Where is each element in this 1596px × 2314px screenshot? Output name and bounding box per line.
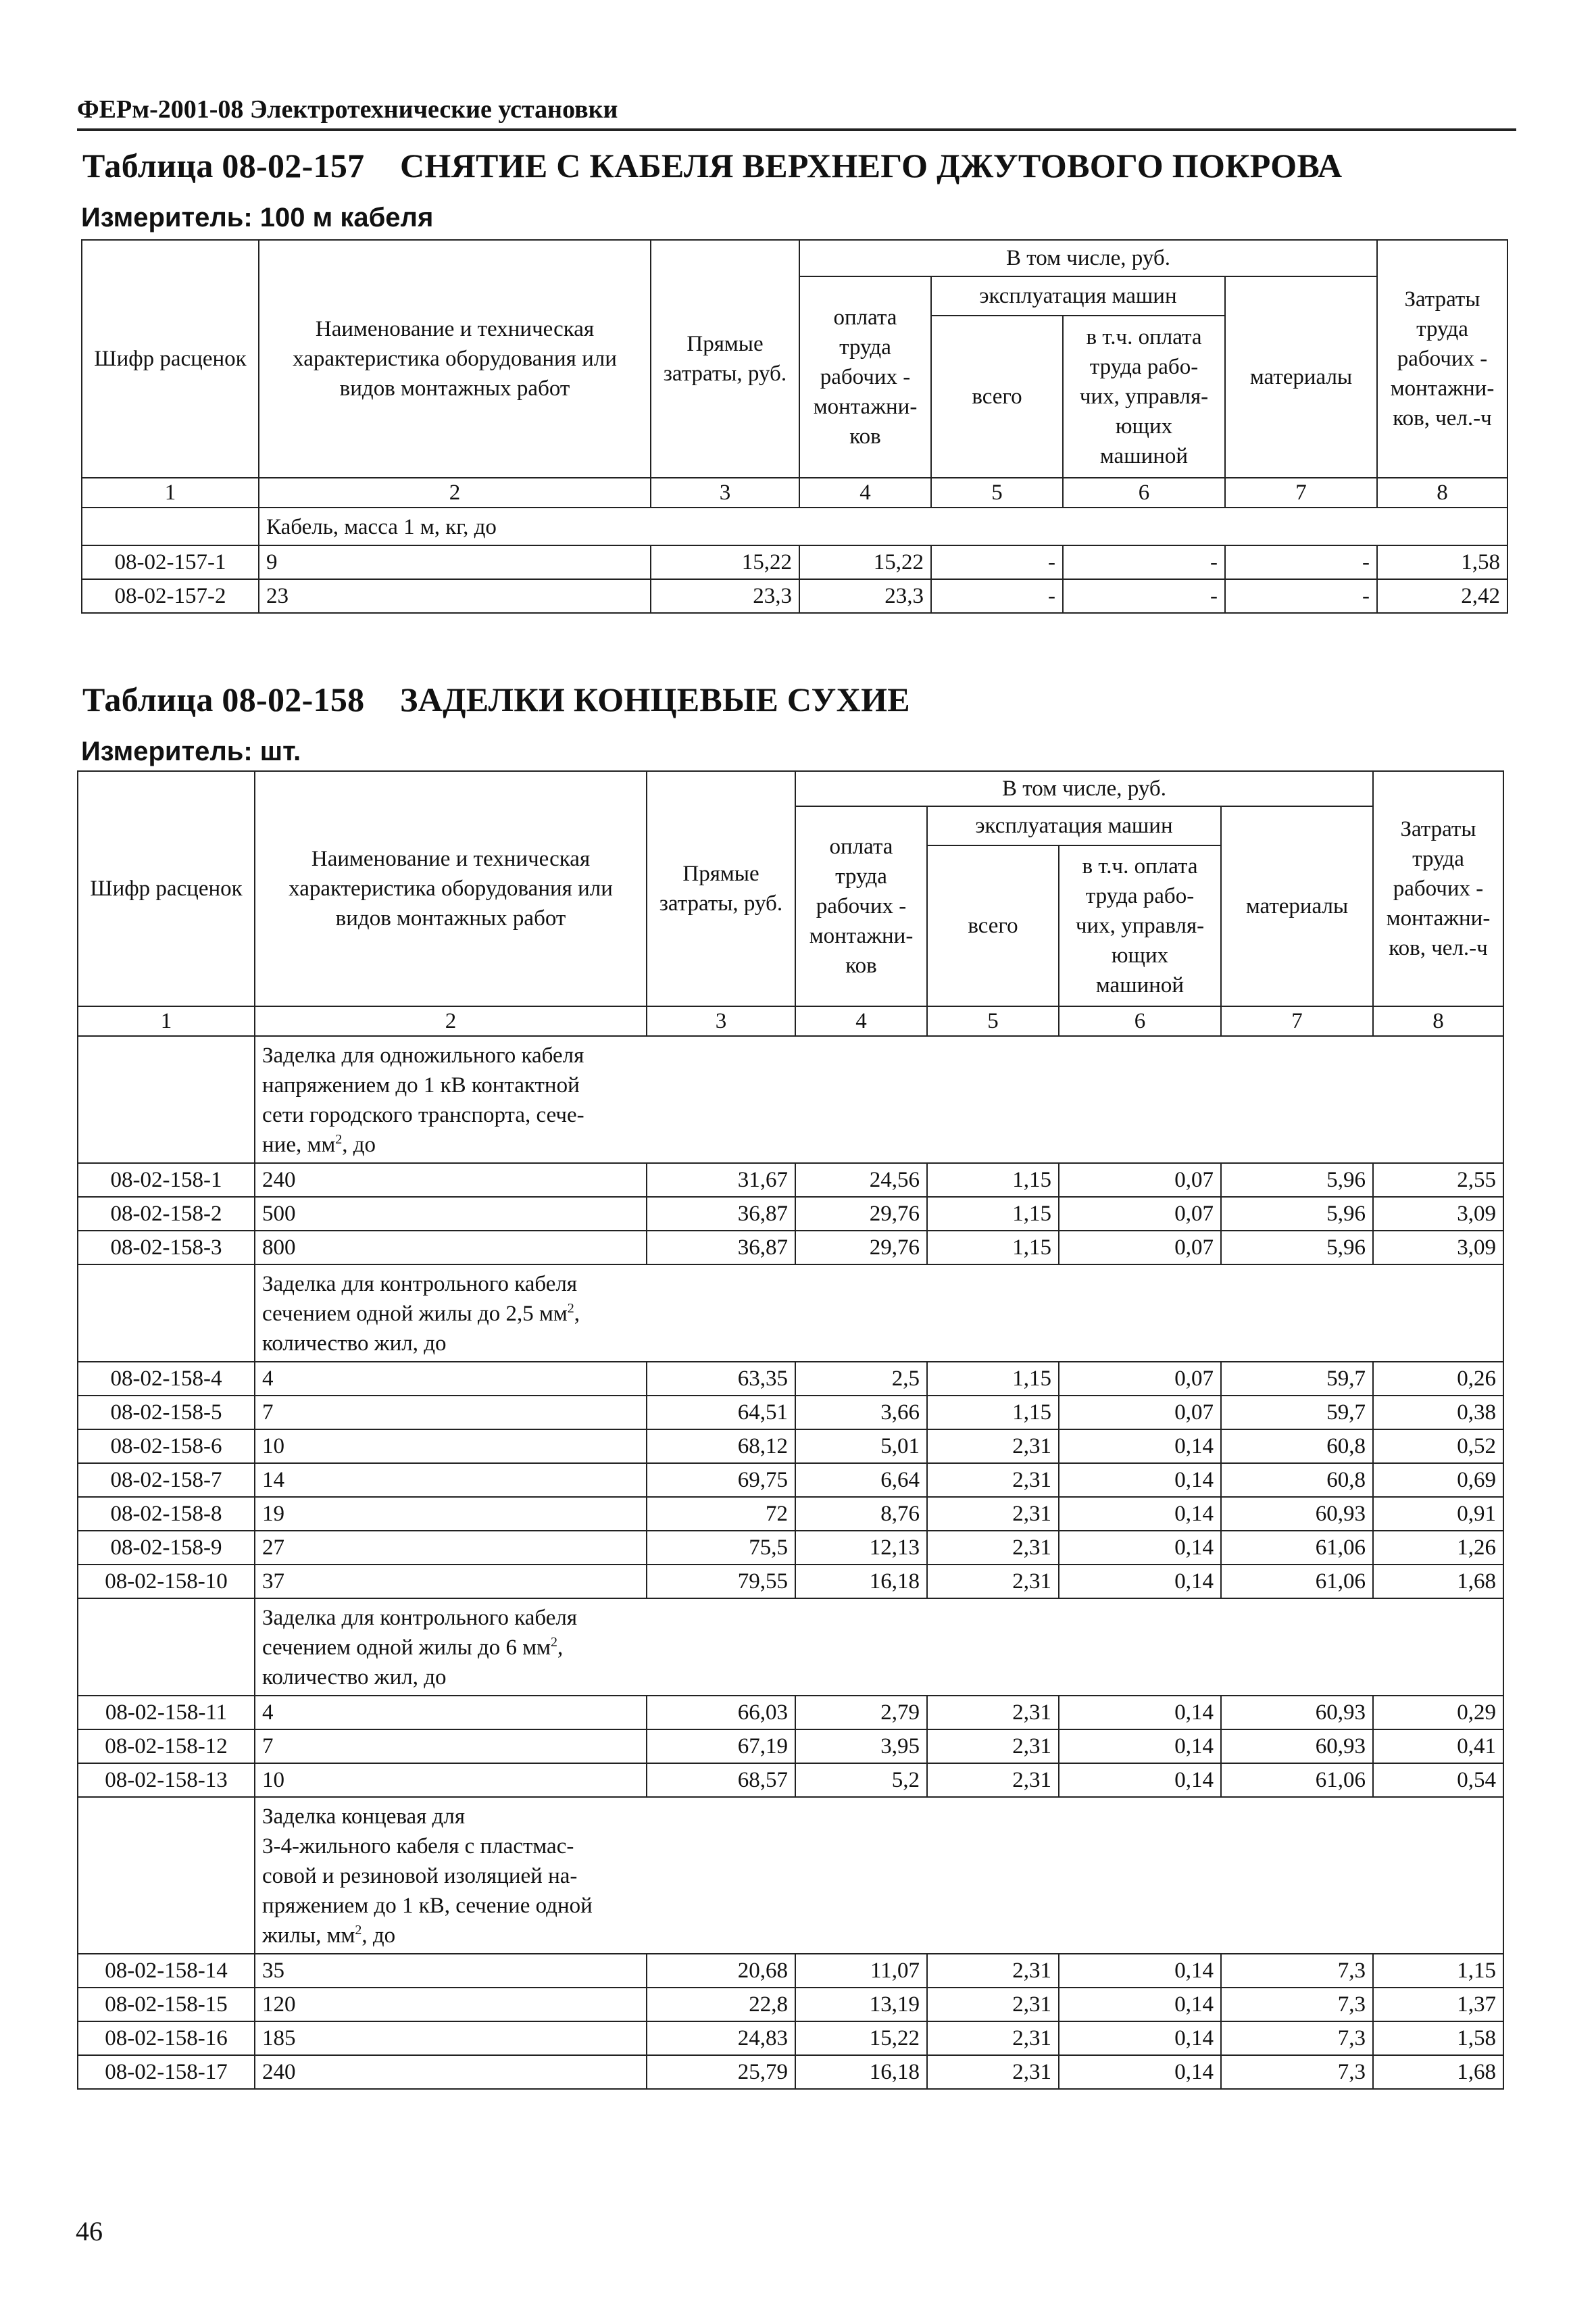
table-row [78, 1396, 1503, 1429]
row-name: 19 [255, 1497, 647, 1531]
page-header: ФЕРм-2001-08 Электротехнические установки [77, 95, 1516, 131]
row-machines-total: - [931, 579, 1063, 613]
table-157-title: СНЯТИЕ С КАБЕЛЯ ВЕРХНЕГО ДЖУТОВОГО ПОКРОВА [400, 147, 1343, 184]
group-row [78, 1797, 1503, 1954]
row-direct: 63,35 [647, 1362, 795, 1396]
colnum-1: 1 [78, 1006, 255, 1036]
row-name: 240 [255, 2055, 647, 2089]
header-machines: эксплуатация машин [931, 276, 1225, 316]
colnum-7: 7 [1221, 1006, 1373, 1036]
row-name: 7 [255, 1396, 647, 1429]
row-wages: 5,01 [795, 1429, 927, 1463]
group-row [78, 1264, 1503, 1362]
row-name: 240 [255, 1163, 647, 1197]
row-machines-total: 2,31 [927, 1988, 1059, 2021]
row-machines-wages: 0,14 [1059, 1696, 1221, 1729]
row-materials: 7,3 [1221, 2021, 1373, 2055]
row-labor: 0,41 [1373, 1729, 1503, 1763]
row-machines-total: 2,31 [927, 1763, 1059, 1797]
row-materials: 7,3 [1221, 2055, 1373, 2089]
header-wages: оплата труда рабочих - монтажни- ков [795, 806, 927, 1006]
row-code: 08-02-158-3 [78, 1231, 255, 1264]
row-labor: 3,09 [1373, 1197, 1503, 1231]
header-labor: Затраты труда рабочих - монтажни- ков, чел.-ч [1377, 240, 1507, 478]
table-row [78, 1729, 1503, 1763]
row-wages: 2,79 [795, 1696, 927, 1729]
table-row [78, 2021, 1503, 2055]
colnum-3: 3 [651, 478, 799, 508]
column-numbers-row [78, 1006, 1503, 1036]
row-machines-total: 1,15 [927, 1396, 1059, 1429]
colnum-6: 6 [1063, 478, 1225, 508]
row-code: 08-02-158-2 [78, 1197, 255, 1231]
table-158-measure: Измеритель: шт. [81, 737, 301, 766]
row-machines-wages: 0,14 [1059, 1463, 1221, 1497]
row-machines-total: 2,31 [927, 1696, 1059, 1729]
row-materials: 5,96 [1221, 1163, 1373, 1197]
row-name: 500 [255, 1197, 647, 1231]
row-materials: 59,7 [1221, 1362, 1373, 1396]
row-name: 27 [255, 1531, 647, 1565]
row-code: 08-02-158-7 [78, 1463, 255, 1497]
row-code: 08-02-158-4 [78, 1362, 255, 1396]
row-wages: 15,22 [799, 545, 931, 579]
table-158-heading [82, 680, 910, 719]
row-code: 08-02-158-5 [78, 1396, 255, 1429]
row-direct: 69,75 [647, 1463, 795, 1497]
row-wages: 23,3 [799, 579, 931, 613]
row-wages: 3,66 [795, 1396, 927, 1429]
row-labor: 1,15 [1373, 1954, 1503, 1988]
header-machines-total: всего [927, 845, 1059, 1006]
row-materials: 7,3 [1221, 1988, 1373, 2021]
row-labor: 0,26 [1373, 1362, 1503, 1396]
table-158-number: Таблица 08-02-158 [82, 681, 365, 718]
row-code: 08-02-158-16 [78, 2021, 255, 2055]
row-direct: 75,5 [647, 1531, 795, 1565]
table-158 [77, 770, 1504, 2090]
page-number: 46 [76, 2216, 103, 2246]
row-wages: 11,07 [795, 1954, 927, 1988]
colnum-7: 7 [1225, 478, 1377, 508]
colnum-5: 5 [931, 478, 1063, 508]
group-row [78, 1036, 1503, 1163]
row-name: 14 [255, 1463, 647, 1497]
table-row [78, 1763, 1503, 1797]
table-row [78, 1531, 1503, 1565]
row-materials: 5,96 [1221, 1231, 1373, 1264]
row-direct: 23,3 [651, 579, 799, 613]
header-direct: Прямые затраты, руб. [651, 240, 799, 478]
table-row [78, 1429, 1503, 1463]
table-row [78, 1362, 1503, 1396]
row-direct: 36,87 [647, 1231, 795, 1264]
colnum-1: 1 [82, 478, 259, 508]
row-machines-wages: 0,14 [1059, 1565, 1221, 1598]
row-machines-total: 1,15 [927, 1197, 1059, 1231]
table-row [82, 579, 1507, 613]
row-wages: 12,13 [795, 1531, 927, 1565]
row-wages: 29,76 [795, 1231, 927, 1264]
row-direct: 72 [647, 1497, 795, 1531]
row-labor: 1,37 [1373, 1988, 1503, 2021]
row-machines-total: 1,15 [927, 1362, 1059, 1396]
row-machines-total: 2,31 [927, 1429, 1059, 1463]
row-materials: - [1225, 545, 1377, 579]
row-labor: 1,68 [1373, 2055, 1503, 2089]
row-machines-total: 2,31 [927, 2055, 1059, 2089]
colnum-2: 2 [259, 478, 651, 508]
row-name: 185 [255, 2021, 647, 2055]
row-machines-wages: 0,14 [1059, 1531, 1221, 1565]
row-direct: 79,55 [647, 1565, 795, 1598]
row-wages: 5,2 [795, 1763, 927, 1797]
group-name: Заделка для контрольного кабеля сечением одной жилы до 6 $мм^2$, количество жил, до [255, 1598, 1503, 1696]
row-direct: 15,22 [651, 545, 799, 579]
group-name: Заделка концевая для 3-4-жильного кабеля с пластмас- совой и резиновой изоляцией на- пряжением до 1 кВ, сечение одной жилы, $мм^2$, до [255, 1797, 1503, 1954]
header-machines-total: всего [931, 316, 1063, 478]
row-machines-wages: 0,14 [1059, 1729, 1221, 1763]
row-labor: 0,52 [1373, 1429, 1503, 1463]
row-direct: 22,8 [647, 1988, 795, 2021]
row-direct: 67,19 [647, 1729, 795, 1763]
row-machines-wages: - [1063, 545, 1225, 579]
row-direct: 25,79 [647, 2055, 795, 2089]
row-machines-wages: 0,07 [1059, 1197, 1221, 1231]
group-name: Заделка для контрольного кабеля сечением одной жилы до 2,5 $мм^2$, количество жил, до [255, 1264, 1503, 1362]
row-machines-wages: 0,14 [1059, 1429, 1221, 1463]
row-machines-total: 2,31 [927, 2021, 1059, 2055]
row-direct: 24,83 [647, 2021, 795, 2055]
row-direct: 31,67 [647, 1163, 795, 1197]
header-direct: Прямые затраты, руб. [647, 771, 795, 1006]
row-direct: 20,68 [647, 1954, 795, 1988]
row-materials: 60,8 [1221, 1463, 1373, 1497]
row-labor: 0,38 [1373, 1396, 1503, 1429]
header-machines-wages: в т.ч. оплата труда рабо- чих, управля- ющих машиной [1059, 845, 1221, 1006]
table-row [78, 1954, 1503, 1988]
row-machines-total: 1,15 [927, 1231, 1059, 1264]
header-labor: Затраты труда рабочих - монтажни- ков, чел.-ч [1373, 771, 1503, 1006]
row-code: 08-02-158-8 [78, 1497, 255, 1531]
row-labor: 1,58 [1373, 2021, 1503, 2055]
row-machines-wages: 0,07 [1059, 1163, 1221, 1197]
row-code: 08-02-158-17 [78, 2055, 255, 2089]
colnum-3: 3 [647, 1006, 795, 1036]
row-wages: 16,18 [795, 2055, 927, 2089]
table-157-number: Таблица 08-02-157 [82, 147, 365, 184]
row-wages: 8,76 [795, 1497, 927, 1531]
row-labor: 0,69 [1373, 1463, 1503, 1497]
row-name: 35 [255, 1954, 647, 1988]
colnum-6: 6 [1059, 1006, 1221, 1036]
row-code: 08-02-158-10 [78, 1565, 255, 1598]
colnum-4: 4 [795, 1006, 927, 1036]
row-name: 9 [259, 545, 651, 579]
group-row [82, 508, 1507, 545]
row-labor: 1,58 [1377, 545, 1507, 579]
row-labor: 3,09 [1373, 1231, 1503, 1264]
row-machines-total: 2,31 [927, 1497, 1059, 1531]
table-row [78, 1497, 1503, 1531]
row-materials: 59,7 [1221, 1396, 1373, 1429]
row-machines-total: 2,31 [927, 1729, 1059, 1763]
row-labor: 1,68 [1373, 1565, 1503, 1598]
row-labor: 0,54 [1373, 1763, 1503, 1797]
row-direct: 66,03 [647, 1696, 795, 1729]
row-labor: 1,26 [1373, 1531, 1503, 1565]
header-wages: оплата труда рабочих - монтажни- ков [799, 276, 931, 478]
row-name: 4 [255, 1362, 647, 1396]
row-name: 10 [255, 1763, 647, 1797]
column-numbers-row [82, 478, 1507, 508]
row-labor: 0,29 [1373, 1696, 1503, 1729]
row-name: 23 [259, 579, 651, 613]
row-code: 08-02-158-1 [78, 1163, 255, 1197]
table-row [78, 1565, 1503, 1598]
row-code: 08-02-158-14 [78, 1954, 255, 1988]
table-157-measure: Измеритель: 100 м кабеля [81, 203, 434, 232]
header-name: Наименование и техническая характеристика оборудования или видов монтажных работ [259, 240, 651, 478]
row-machines-wages: 0,07 [1059, 1396, 1221, 1429]
row-machines-total: 1,15 [927, 1163, 1059, 1197]
group-row [78, 1598, 1503, 1696]
row-materials: 5,96 [1221, 1197, 1373, 1231]
row-wages: 6,64 [795, 1463, 927, 1497]
row-code: 08-02-157-2 [82, 579, 259, 613]
row-materials: 60,93 [1221, 1729, 1373, 1763]
row-code: 08-02-158-6 [78, 1429, 255, 1463]
table-row [82, 545, 1507, 579]
table-158-title: ЗАДЕЛКИ КОНЦЕВЫЕ СУХИЕ [400, 681, 910, 718]
row-wages: 16,18 [795, 1565, 927, 1598]
row-wages: 2,5 [795, 1362, 927, 1396]
row-labor: 2,55 [1373, 1163, 1503, 1197]
row-labor: 2,42 [1377, 579, 1507, 613]
table-157 [81, 239, 1508, 614]
row-machines-total: - [931, 545, 1063, 579]
row-code: 08-02-158-13 [78, 1763, 255, 1797]
row-code: 08-02-158-12 [78, 1729, 255, 1763]
table-row [78, 1463, 1503, 1497]
row-name: 10 [255, 1429, 647, 1463]
header-materials: материалы [1221, 806, 1373, 1006]
header-code: Шифр расценок [78, 771, 255, 1006]
row-materials: 7,3 [1221, 1954, 1373, 1988]
row-name: 7 [255, 1729, 647, 1763]
row-materials: 60,93 [1221, 1497, 1373, 1531]
row-code: 08-02-158-9 [78, 1531, 255, 1565]
row-labor: 0,91 [1373, 1497, 1503, 1531]
row-name: 37 [255, 1565, 647, 1598]
table-157-heading [82, 146, 1342, 185]
row-code: 08-02-157-1 [82, 545, 259, 579]
row-direct: 68,12 [647, 1429, 795, 1463]
row-direct: 68,57 [647, 1763, 795, 1797]
row-machines-wages: 0,07 [1059, 1231, 1221, 1264]
row-machines-total: 2,31 [927, 1954, 1059, 1988]
row-direct: 64,51 [647, 1396, 795, 1429]
table-row [78, 1197, 1503, 1231]
colnum-5: 5 [927, 1006, 1059, 1036]
row-wages: 13,19 [795, 1988, 927, 2021]
row-machines-wages: 0,14 [1059, 1763, 1221, 1797]
row-machines-wages: 0,07 [1059, 1362, 1221, 1396]
row-machines-total: 2,31 [927, 1531, 1059, 1565]
row-materials: 60,8 [1221, 1429, 1373, 1463]
colnum-4: 4 [799, 478, 931, 508]
table-row [78, 1696, 1503, 1729]
row-wages: 3,95 [795, 1729, 927, 1763]
table-row [78, 1988, 1503, 2021]
group-name: Заделка для одножильного кабеля напряжением до 1 кВ контактной сети городского транспорта, сече- ние, $мм^2$, до [255, 1036, 1503, 1163]
row-machines-wages: 0,14 [1059, 1497, 1221, 1531]
row-materials: 61,06 [1221, 1565, 1373, 1598]
table-row [78, 1231, 1503, 1264]
row-machines-wages: 0,14 [1059, 2021, 1221, 2055]
row-name: 120 [255, 1988, 647, 2021]
row-machines-total: 2,31 [927, 1463, 1059, 1497]
row-wages: 15,22 [795, 2021, 927, 2055]
row-machines-wages: 0,14 [1059, 2055, 1221, 2089]
row-name: 800 [255, 1231, 647, 1264]
header-including: В том числе, руб. [799, 240, 1377, 276]
header-name: Наименование и техническая характеристика оборудования или видов монтажных работ [255, 771, 647, 1006]
row-wages: 24,56 [795, 1163, 927, 1197]
row-code: 08-02-158-15 [78, 1988, 255, 2021]
row-machines-total: 2,31 [927, 1565, 1059, 1598]
colnum-8: 8 [1377, 478, 1507, 508]
row-code: 08-02-158-11 [78, 1696, 255, 1729]
row-machines-wages: - [1063, 579, 1225, 613]
row-wages: 29,76 [795, 1197, 927, 1231]
table-row [78, 2055, 1503, 2089]
row-machines-wages: 0,14 [1059, 1988, 1221, 2021]
row-materials: 61,06 [1221, 1763, 1373, 1797]
colnum-8: 8 [1373, 1006, 1503, 1036]
group-name: Кабель, масса 1 м, кг, до [259, 508, 1507, 545]
table-row [78, 1163, 1503, 1197]
row-materials: 60,93 [1221, 1696, 1373, 1729]
header-machines-wages: в т.ч. оплата труда рабо- чих, управля- ющих машиной [1063, 316, 1225, 478]
row-materials: 61,06 [1221, 1531, 1373, 1565]
row-machines-wages: 0,14 [1059, 1954, 1221, 1988]
header-materials: материалы [1225, 276, 1377, 478]
row-materials: - [1225, 579, 1377, 613]
row-name: 4 [255, 1696, 647, 1729]
header-code: Шифр расценок [82, 240, 259, 478]
header-machines: эксплуатация машин [927, 806, 1221, 845]
header-including: В том числе, руб. [795, 771, 1373, 806]
colnum-2: 2 [255, 1006, 647, 1036]
row-direct: 36,87 [647, 1197, 795, 1231]
